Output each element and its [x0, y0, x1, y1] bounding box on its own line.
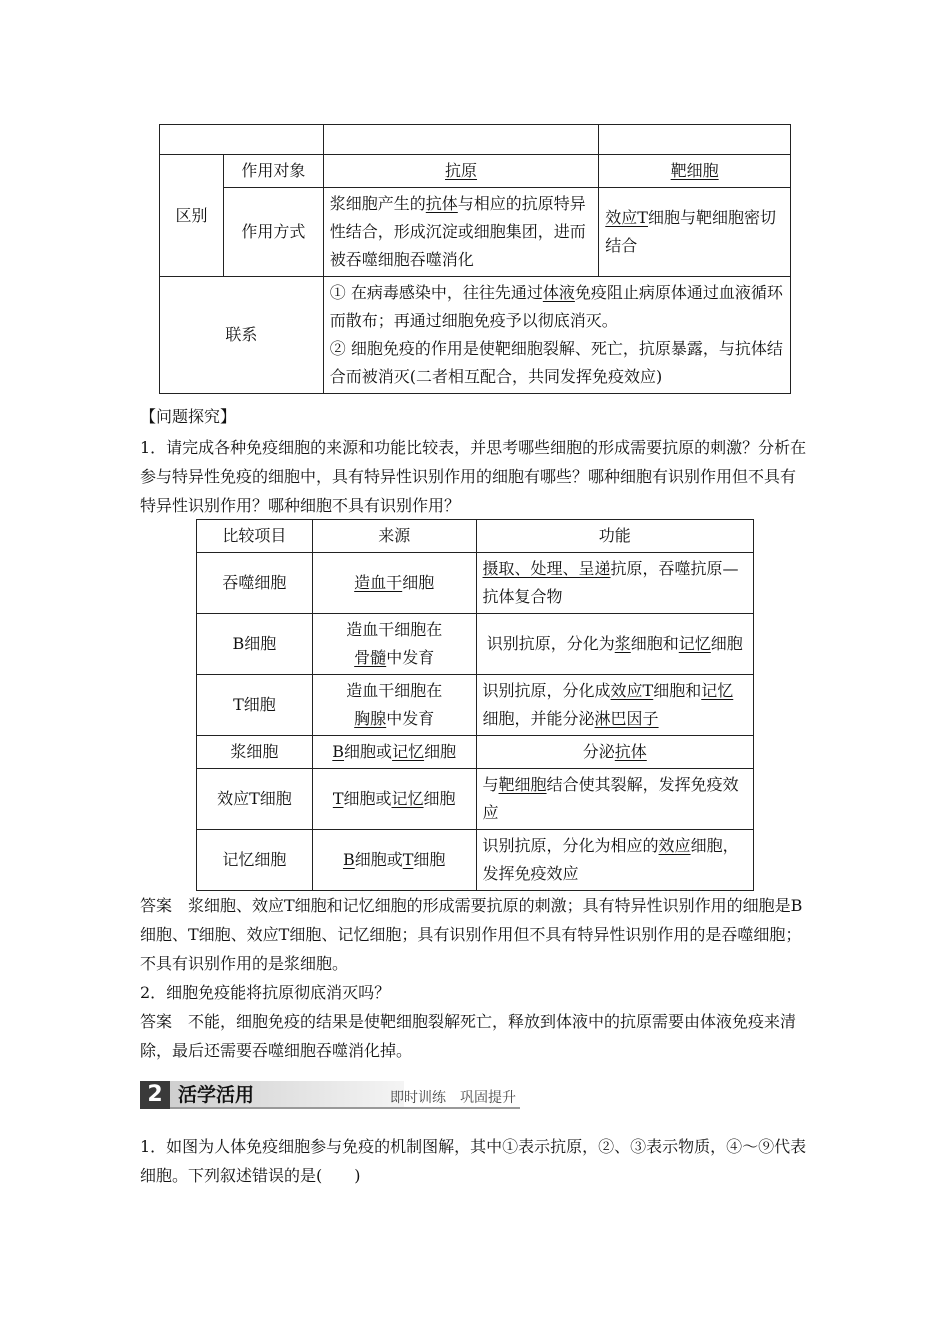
cell-text: 中发育 — [386, 648, 435, 667]
cell-source — [312, 736, 476, 769]
cell-text: 识别抗原，分化为相应的 — [482, 836, 659, 855]
table-cell — [599, 125, 791, 155]
section-header — [140, 1081, 520, 1109]
cell-text: 免疫阻止病原体通过血液循环而散布；再通过细胞免疫予以彻底消灭。 — [329, 283, 783, 330]
column-header: 来源 — [312, 520, 476, 553]
answer-underline: 记忆 — [391, 789, 424, 808]
section-number: 2 — [140, 1081, 170, 1109]
answer-underline: 抗体 — [614, 742, 647, 761]
cell-text: 识别抗原，分化为 — [486, 634, 615, 653]
cell-text: 结合使其裂解，发挥免疫效应 — [482, 775, 739, 822]
answer-underline: 效应 — [658, 836, 691, 855]
table-row — [197, 614, 754, 675]
cell-name: 吞噬细胞 — [197, 553, 313, 614]
cell-text: 浆细胞产生的 — [329, 194, 426, 213]
answer-1: 答案 浆细胞、效应T细胞和记忆细胞的形成需要抗原的刺激；具有特异性识别作用的细胞是B细胞、T细胞、效应T细胞、记忆细胞；具有识别作用但不具有特异性识别作用的是吞噬细胞；不具有识别作用的是浆细胞。 — [140, 896, 803, 973]
table-cell — [599, 155, 791, 188]
cell-name: 记忆细胞 — [197, 830, 313, 891]
question-1: 1．请完成各种免疫细胞的来源和功能比较表，并思考哪些细胞的形成需要抗原的刺激？分析在参与特异性免疫的细胞中，具有特异性识别作用的细胞有哪些？哪种细胞有识别作用但不具有特异性识别作用？哪种细胞不具有识别作用？ — [140, 438, 807, 515]
table-row — [160, 188, 791, 277]
answer-underline: 抗体 — [425, 194, 458, 213]
immune-cell-table — [196, 519, 754, 891]
table-row — [160, 125, 791, 155]
cell-source — [312, 614, 476, 675]
cell-text: 细胞和 — [653, 681, 702, 700]
answer-underline: 靶细胞 — [670, 161, 719, 180]
cell-text: 细胞或 — [344, 742, 393, 761]
column-header: 比较项目 — [197, 520, 313, 553]
cell-source — [312, 830, 476, 891]
answer-underline: 摄取、处理、呈递 — [482, 559, 611, 578]
table-row — [197, 553, 754, 614]
cell-text: 中发育 — [386, 709, 435, 728]
answer-underline: B — [332, 742, 345, 761]
answer-underline: 胸腺 — [354, 709, 387, 728]
cell-text: ① 在病毒感染中，往往先通过 — [329, 283, 543, 302]
cell-source — [312, 769, 476, 830]
cell-text: 细胞 — [423, 789, 456, 808]
table-cell — [323, 277, 790, 394]
question-2: 2．细胞免疫能将抗原彻底消灭吗？ — [140, 983, 391, 1002]
cell-name: B细胞 — [197, 614, 313, 675]
table-row — [197, 675, 754, 736]
answer-underline: 记忆 — [701, 681, 734, 700]
table-row — [160, 277, 791, 394]
cell-source — [312, 675, 476, 736]
row-label-link: 联系 — [160, 277, 324, 394]
section-subtitle: 即时训练 巩固提升 — [390, 1090, 516, 1106]
cell-text: 细胞 — [402, 573, 435, 592]
cell-function — [476, 553, 753, 614]
cell-text: 抗原，吞噬抗原—抗体复合物 — [482, 559, 739, 606]
cell-function — [476, 769, 753, 830]
answer-2: 答案 不能，细胞免疫的结果是使靶细胞裂解死亡，释放到体液中的抗原需要由体液免疫来清除，最后还需要吞噬细胞吞噬消化掉。 — [140, 1012, 797, 1060]
cell-text: 造血干细胞在 — [346, 620, 443, 639]
cell-function — [476, 614, 753, 675]
section-underline — [170, 1107, 520, 1109]
answer-underline: B — [342, 850, 355, 869]
answer-underline: T — [332, 789, 344, 808]
cell-name: 效应T细胞 — [197, 769, 313, 830]
cell-text: 细胞或 — [343, 789, 392, 808]
cell-text: 分泌 — [582, 742, 615, 761]
cell-function — [476, 736, 753, 769]
answer-underline: 效应T — [605, 208, 648, 227]
answer-underline: 造血干 — [354, 573, 403, 592]
inquiry-heading: 【问题探究】 — [140, 407, 237, 426]
table-cell — [323, 125, 599, 155]
row-label-target: 作用对象 — [223, 155, 323, 188]
answer-underline: 效应T — [610, 681, 654, 700]
answer-underline: 骨髓 — [354, 648, 387, 667]
link-point-1 — [330, 279, 784, 335]
row-label-mode: 作用方式 — [223, 188, 323, 277]
column-header: 功能 — [476, 520, 753, 553]
cell-text: 细胞 — [710, 634, 743, 653]
table-row — [197, 736, 754, 769]
table-cell — [599, 188, 791, 277]
table-header-row — [197, 520, 754, 553]
table-row — [197, 830, 754, 891]
comparison-table-immunity — [159, 124, 791, 394]
section-title: 活学活用 — [178, 1084, 255, 1106]
cell-text: 细胞或 — [354, 850, 403, 869]
answer-underline: 靶细胞 — [498, 775, 547, 794]
answer-underline: 记忆 — [392, 742, 425, 761]
cell-text: 细胞和 — [630, 634, 679, 653]
cell-name: 浆细胞 — [197, 736, 313, 769]
cell-function — [476, 830, 753, 891]
cell-text: 与 — [482, 775, 499, 794]
cell-text: 细胞，并能分泌 — [482, 709, 595, 728]
cell-name: T细胞 — [197, 675, 313, 736]
cell-text: 与相应的抗原特异性结合，形成沉淀或细胞集团，进而被吞噬细胞吞噬消化 — [329, 194, 586, 269]
answer-underline: 淋巴因子 — [594, 709, 659, 728]
answer-underline: 记忆 — [678, 634, 711, 653]
answer-underline: T — [402, 850, 414, 869]
table-row — [160, 155, 791, 188]
answer-underline: 浆 — [614, 634, 631, 653]
table-cell — [160, 125, 324, 155]
cell-function — [476, 675, 753, 736]
cell-source — [312, 553, 476, 614]
table-row — [197, 769, 754, 830]
answer-underline: 抗原 — [445, 161, 478, 180]
exercise-question-1: 1．如图为人体免疫细胞参与免疫的机制图解，其中①表示抗原，②、③表示物质，④～⑨代表细胞。下列叙述错误的是( ) — [140, 1137, 807, 1185]
table-cell — [323, 188, 599, 277]
cell-text: 细胞 — [424, 742, 457, 761]
link-point-2: ② 细胞免疫的作用是使靶细胞裂解、死亡，抗原暴露，与抗体结合而被消灭(二者相互配合，共同发挥免疫效应) — [329, 339, 783, 386]
cell-text: 造血干细胞在 — [346, 681, 443, 700]
table-cell — [323, 155, 599, 188]
cell-text: 细胞与靶细胞密切结合 — [605, 208, 776, 255]
row-label-difference: 区别 — [160, 155, 224, 277]
answer-underline: 体液 — [542, 283, 575, 302]
cell-text: 细胞 — [413, 850, 446, 869]
cell-text: 识别抗原，分化成 — [482, 681, 611, 700]
cell-text: 细胞，发挥免疫效应 — [482, 836, 739, 883]
